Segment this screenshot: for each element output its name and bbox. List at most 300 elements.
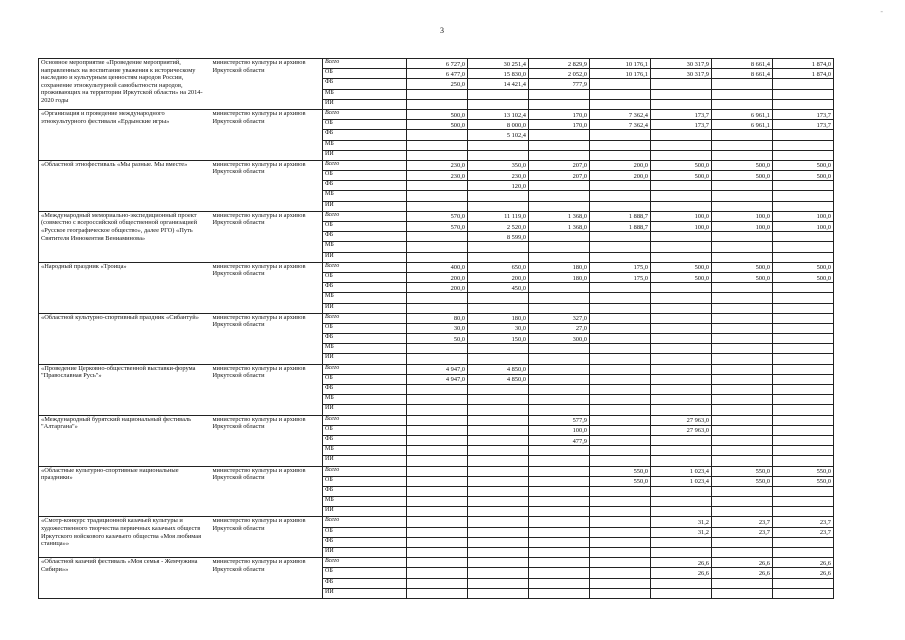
value-cell xyxy=(590,232,651,242)
value-cell xyxy=(529,456,590,466)
table-row xyxy=(39,211,834,221)
value-cell xyxy=(529,588,590,598)
executor: министерство культуры и архивов Иркутской области xyxy=(211,558,323,599)
value-cell xyxy=(712,395,773,405)
funding-source: ОБ xyxy=(323,476,407,486)
value-cell xyxy=(407,150,468,160)
funding-source: ОБ xyxy=(323,272,407,282)
value-cell xyxy=(590,446,651,456)
value-cell: 2 052,0 xyxy=(529,69,590,79)
value-cell xyxy=(407,415,468,425)
value-cell: 27,0 xyxy=(529,323,590,333)
value-cell xyxy=(590,517,651,527)
funding-source: ФБ xyxy=(323,486,407,496)
funding-source: ИИ xyxy=(323,548,407,558)
budget-table xyxy=(38,58,834,599)
value-cell xyxy=(529,476,590,486)
value-cell xyxy=(529,405,590,415)
value-cell xyxy=(590,354,651,364)
value-cell xyxy=(529,181,590,191)
value-cell xyxy=(651,313,712,323)
funding-source: МБ xyxy=(323,446,407,456)
value-cell xyxy=(712,130,773,140)
value-cell xyxy=(773,354,834,364)
value-cell xyxy=(590,507,651,517)
value-cell xyxy=(712,354,773,364)
value-cell xyxy=(712,181,773,191)
value-cell: 230,0 xyxy=(407,160,468,170)
value-cell: 180,0 xyxy=(468,313,529,323)
value-cell: 26,6 xyxy=(712,558,773,568)
value-cell xyxy=(651,79,712,89)
value-cell: 7 362,4 xyxy=(590,120,651,130)
executor: министерство культуры и архивов Иркутской области xyxy=(211,59,323,110)
executor: министерство культуры и архивов Иркутской области xyxy=(211,262,323,313)
value-cell xyxy=(712,344,773,354)
funding-source: ИИ xyxy=(323,99,407,109)
value-cell xyxy=(407,89,468,99)
value-cell xyxy=(529,354,590,364)
value-cell: 80,0 xyxy=(407,313,468,323)
value-cell xyxy=(468,456,529,466)
activity-name: «Народный праздник «Троица» xyxy=(39,262,211,313)
value-cell xyxy=(773,232,834,242)
funding-source: ИИ xyxy=(323,303,407,313)
value-cell: 30 251,4 xyxy=(468,59,529,69)
value-cell xyxy=(773,89,834,99)
funding-source: Всего xyxy=(323,160,407,170)
value-cell: 230,0 xyxy=(468,171,529,181)
value-cell xyxy=(468,150,529,160)
funding-source: МБ xyxy=(323,344,407,354)
table-row xyxy=(39,262,834,272)
value-cell xyxy=(651,99,712,109)
value-cell xyxy=(651,283,712,293)
value-cell xyxy=(468,578,529,588)
value-cell xyxy=(773,456,834,466)
value-cell xyxy=(651,334,712,344)
value-cell xyxy=(712,537,773,547)
funding-source: ИИ xyxy=(323,405,407,415)
value-cell xyxy=(773,374,834,384)
funding-source: ОБ xyxy=(323,568,407,578)
table-row xyxy=(39,160,834,170)
value-cell: 500,0 xyxy=(651,171,712,181)
value-cell xyxy=(712,232,773,242)
value-cell xyxy=(407,425,468,435)
value-cell xyxy=(773,344,834,354)
value-cell: 27 963,0 xyxy=(651,415,712,425)
value-cell xyxy=(590,313,651,323)
value-cell xyxy=(529,568,590,578)
value-cell xyxy=(773,395,834,405)
value-cell: 400,0 xyxy=(407,262,468,272)
value-cell xyxy=(651,130,712,140)
value-cell xyxy=(651,374,712,384)
value-cell: 100,0 xyxy=(773,211,834,221)
value-cell xyxy=(590,99,651,109)
value-cell: 500,0 xyxy=(712,262,773,272)
funding-source: ФБ xyxy=(323,334,407,344)
funding-source: ФБ xyxy=(323,537,407,547)
value-cell: 550,0 xyxy=(712,476,773,486)
value-cell xyxy=(590,283,651,293)
funding-source: МБ xyxy=(323,89,407,99)
value-cell xyxy=(468,446,529,456)
value-cell: 1 874,0 xyxy=(773,69,834,79)
executor: министерство культуры и архивов Иркутской области xyxy=(211,364,323,415)
activity-name: «Международный бурятский национальный фестиваль "Алтаргана"» xyxy=(39,415,211,466)
value-cell xyxy=(590,323,651,333)
value-cell xyxy=(651,140,712,150)
value-cell xyxy=(407,497,468,507)
executor: министерство культуры и архивов Иркутской области xyxy=(211,109,323,160)
value-cell: 350,0 xyxy=(468,160,529,170)
value-cell: 23,7 xyxy=(712,527,773,537)
value-cell xyxy=(590,140,651,150)
value-cell: 500,0 xyxy=(773,272,834,282)
value-cell xyxy=(407,568,468,578)
value-cell xyxy=(468,486,529,496)
value-cell xyxy=(712,313,773,323)
value-cell: 500,0 xyxy=(773,160,834,170)
value-cell: 120,0 xyxy=(468,181,529,191)
value-cell xyxy=(407,344,468,354)
value-cell xyxy=(712,364,773,374)
value-cell xyxy=(468,527,529,537)
value-cell xyxy=(773,79,834,89)
value-cell xyxy=(468,517,529,527)
value-cell xyxy=(407,517,468,527)
value-cell xyxy=(590,497,651,507)
executor: министерство культуры и архивов Иркутской области xyxy=(211,466,323,517)
value-cell xyxy=(407,558,468,568)
funding-source: Всего xyxy=(323,109,407,119)
funding-source: ОБ xyxy=(323,120,407,130)
value-cell xyxy=(590,456,651,466)
value-cell xyxy=(468,99,529,109)
value-cell xyxy=(468,588,529,598)
funding-source: Всего xyxy=(323,211,407,221)
value-cell: 500,0 xyxy=(407,109,468,119)
value-cell xyxy=(651,201,712,211)
value-cell xyxy=(590,130,651,140)
value-cell: 100,0 xyxy=(773,222,834,232)
value-cell xyxy=(651,181,712,191)
value-cell xyxy=(529,497,590,507)
value-cell: 170,0 xyxy=(529,120,590,130)
value-cell xyxy=(407,201,468,211)
value-cell: 180,0 xyxy=(529,272,590,282)
value-cell: 23,7 xyxy=(773,527,834,537)
funding-source: Всего xyxy=(323,59,407,69)
value-cell xyxy=(773,446,834,456)
value-cell xyxy=(712,303,773,313)
activity-name: «Международный мемориально-экспедиционный проект (совместно с всероссийской общественной организацией «Русское географическое общество», далее РГО) «Путь Святителя Иннокентия Вениаминова» xyxy=(39,211,211,262)
value-cell: 30,0 xyxy=(407,323,468,333)
value-cell xyxy=(407,181,468,191)
value-cell xyxy=(590,527,651,537)
value-cell xyxy=(468,89,529,99)
value-cell xyxy=(712,323,773,333)
value-cell xyxy=(773,588,834,598)
value-cell: 30,0 xyxy=(468,323,529,333)
funding-source: ИИ xyxy=(323,354,407,364)
value-cell: 777,9 xyxy=(529,79,590,89)
value-cell xyxy=(651,456,712,466)
value-cell xyxy=(773,313,834,323)
value-cell xyxy=(468,537,529,547)
value-cell xyxy=(468,395,529,405)
value-cell xyxy=(773,293,834,303)
value-cell: 550,0 xyxy=(773,476,834,486)
value-cell xyxy=(407,405,468,415)
value-cell xyxy=(529,130,590,140)
value-cell xyxy=(468,558,529,568)
value-cell xyxy=(651,232,712,242)
value-cell xyxy=(468,252,529,262)
value-cell xyxy=(651,364,712,374)
value-cell: 6 477,0 xyxy=(407,69,468,79)
funding-source: Всего xyxy=(323,517,407,527)
value-cell: 500,0 xyxy=(773,171,834,181)
value-cell xyxy=(407,99,468,109)
value-cell xyxy=(773,435,834,445)
value-cell xyxy=(651,395,712,405)
activity-name: «Проведение Церковно-общественной выставки-форума "Православная Русь"» xyxy=(39,364,211,415)
value-cell: 200,0 xyxy=(590,160,651,170)
value-cell xyxy=(407,486,468,496)
value-cell xyxy=(712,588,773,598)
value-cell xyxy=(712,446,773,456)
executor: министерство культуры и архивов Иркутской области xyxy=(211,415,323,466)
value-cell xyxy=(590,395,651,405)
value-cell: 1 888,7 xyxy=(590,211,651,221)
funding-source: ФБ xyxy=(323,232,407,242)
funding-source: ФБ xyxy=(323,130,407,140)
value-cell xyxy=(529,283,590,293)
value-cell xyxy=(590,79,651,89)
value-cell xyxy=(407,395,468,405)
table-row xyxy=(39,364,834,374)
value-cell xyxy=(651,578,712,588)
value-cell xyxy=(590,191,651,201)
value-cell xyxy=(651,252,712,262)
value-cell: 4 947,0 xyxy=(407,374,468,384)
value-cell xyxy=(407,242,468,252)
funding-source: ИИ xyxy=(323,201,407,211)
value-cell: 570,0 xyxy=(407,222,468,232)
value-cell xyxy=(712,385,773,395)
value-cell xyxy=(407,446,468,456)
value-cell xyxy=(590,558,651,568)
value-cell xyxy=(468,405,529,415)
value-cell xyxy=(712,374,773,384)
value-cell xyxy=(468,497,529,507)
value-cell xyxy=(468,293,529,303)
value-cell xyxy=(651,548,712,558)
value-cell: 500,0 xyxy=(712,272,773,282)
value-cell xyxy=(712,548,773,558)
value-cell xyxy=(712,435,773,445)
value-cell xyxy=(651,89,712,99)
value-cell xyxy=(407,456,468,466)
table-row xyxy=(39,59,834,69)
value-cell xyxy=(468,415,529,425)
value-cell xyxy=(468,425,529,435)
value-cell: 26,6 xyxy=(773,568,834,578)
value-cell: 550,0 xyxy=(590,476,651,486)
value-cell xyxy=(590,588,651,598)
value-cell xyxy=(590,568,651,578)
value-cell xyxy=(773,507,834,517)
value-cell xyxy=(712,578,773,588)
funding-source: ИИ xyxy=(323,150,407,160)
value-cell: 500,0 xyxy=(651,262,712,272)
value-cell xyxy=(407,232,468,242)
value-cell: 550,0 xyxy=(773,466,834,476)
value-cell xyxy=(712,486,773,496)
value-cell xyxy=(773,415,834,425)
value-cell: 200,0 xyxy=(468,272,529,282)
funding-source: ФБ xyxy=(323,435,407,445)
value-cell xyxy=(773,364,834,374)
value-cell xyxy=(590,181,651,191)
value-cell xyxy=(712,334,773,344)
value-cell: 100,0 xyxy=(712,211,773,221)
funding-source: МБ xyxy=(323,242,407,252)
value-cell: 50,0 xyxy=(407,334,468,344)
funding-source: ОБ xyxy=(323,222,407,232)
value-cell xyxy=(773,578,834,588)
value-cell xyxy=(529,385,590,395)
funding-source: ИИ xyxy=(323,507,407,517)
value-cell: 14 421,4 xyxy=(468,79,529,89)
value-cell xyxy=(468,354,529,364)
value-cell xyxy=(590,201,651,211)
value-cell xyxy=(773,334,834,344)
value-cell: 250,0 xyxy=(407,79,468,89)
table-row xyxy=(39,415,834,425)
value-cell xyxy=(773,497,834,507)
value-cell xyxy=(529,232,590,242)
funding-source: Всего xyxy=(323,262,407,272)
value-cell: 550,0 xyxy=(590,466,651,476)
activity-name: Основное мероприятие «Проведение мероприятий, направленных на воспитание уважения к историческому наследию и культурным ценностям народов России, сохранение этнокультурной самобытности народов, проживающих на территории Иркутской области» на 2014-2020 годы xyxy=(39,59,211,110)
activity-name: «Организация и проведение международного этнокультурного фестиваля «Ердынские игры» xyxy=(39,109,211,160)
funding-source: МБ xyxy=(323,191,407,201)
value-cell: 1 023,4 xyxy=(651,466,712,476)
activity-name: «Областной культурно-спортивный праздник «Сибантуй» xyxy=(39,313,211,364)
value-cell xyxy=(590,293,651,303)
value-cell: 31,2 xyxy=(651,517,712,527)
value-cell xyxy=(407,507,468,517)
value-cell: 5 102,4 xyxy=(468,130,529,140)
funding-source: ИИ xyxy=(323,588,407,598)
value-cell xyxy=(407,588,468,598)
value-cell: 450,0 xyxy=(468,283,529,293)
table-row xyxy=(39,466,834,476)
value-cell xyxy=(651,537,712,547)
value-cell xyxy=(651,323,712,333)
value-cell xyxy=(651,446,712,456)
value-cell xyxy=(468,201,529,211)
value-cell: 300,0 xyxy=(529,334,590,344)
value-cell: 4 850,0 xyxy=(468,374,529,384)
value-cell xyxy=(529,344,590,354)
value-cell xyxy=(407,578,468,588)
value-cell: 1 888,7 xyxy=(590,222,651,232)
value-cell: 30 317,9 xyxy=(651,69,712,79)
value-cell xyxy=(712,150,773,160)
value-cell xyxy=(590,578,651,588)
value-cell xyxy=(529,517,590,527)
value-cell xyxy=(712,507,773,517)
value-cell xyxy=(529,507,590,517)
value-cell: 200,0 xyxy=(407,272,468,282)
value-cell: 8 661,4 xyxy=(712,69,773,79)
value-cell: 8 599,0 xyxy=(468,232,529,242)
value-cell: 1 368,0 xyxy=(529,211,590,221)
value-cell: 26,6 xyxy=(773,558,834,568)
funding-source: ОБ xyxy=(323,323,407,333)
value-cell xyxy=(407,385,468,395)
value-cell: 200,0 xyxy=(590,171,651,181)
value-cell xyxy=(773,425,834,435)
value-cell xyxy=(712,283,773,293)
executor: министерство культуры и архивов Иркутской области xyxy=(211,517,323,558)
value-cell: 327,0 xyxy=(529,313,590,323)
value-cell xyxy=(529,446,590,456)
value-cell xyxy=(529,527,590,537)
value-cell xyxy=(529,303,590,313)
value-cell xyxy=(529,242,590,252)
value-cell: 26,6 xyxy=(651,558,712,568)
value-cell xyxy=(407,252,468,262)
value-cell xyxy=(773,486,834,496)
value-cell xyxy=(529,558,590,568)
value-cell xyxy=(529,578,590,588)
value-cell: 4 947,0 xyxy=(407,364,468,374)
value-cell: 100,0 xyxy=(712,222,773,232)
value-cell xyxy=(407,354,468,364)
value-cell: 13 102,4 xyxy=(468,109,529,119)
value-cell xyxy=(651,486,712,496)
value-cell xyxy=(712,140,773,150)
value-cell xyxy=(712,415,773,425)
value-cell xyxy=(407,303,468,313)
value-cell xyxy=(468,466,529,476)
value-cell xyxy=(712,99,773,109)
funding-source: МБ xyxy=(323,140,407,150)
value-cell xyxy=(529,537,590,547)
value-cell xyxy=(651,150,712,160)
value-cell xyxy=(529,486,590,496)
value-cell xyxy=(529,201,590,211)
value-cell xyxy=(468,303,529,313)
corner-mark: - xyxy=(880,7,883,16)
funding-source: ФБ xyxy=(323,283,407,293)
activity-name: «Областные культурно-спортивные национальные праздники» xyxy=(39,466,211,517)
funding-source: ОБ xyxy=(323,171,407,181)
value-cell: 150,0 xyxy=(468,334,529,344)
value-cell xyxy=(468,507,529,517)
value-cell xyxy=(712,405,773,415)
funding-source: ОБ xyxy=(323,425,407,435)
value-cell xyxy=(651,293,712,303)
value-cell xyxy=(712,252,773,262)
value-cell xyxy=(407,476,468,486)
